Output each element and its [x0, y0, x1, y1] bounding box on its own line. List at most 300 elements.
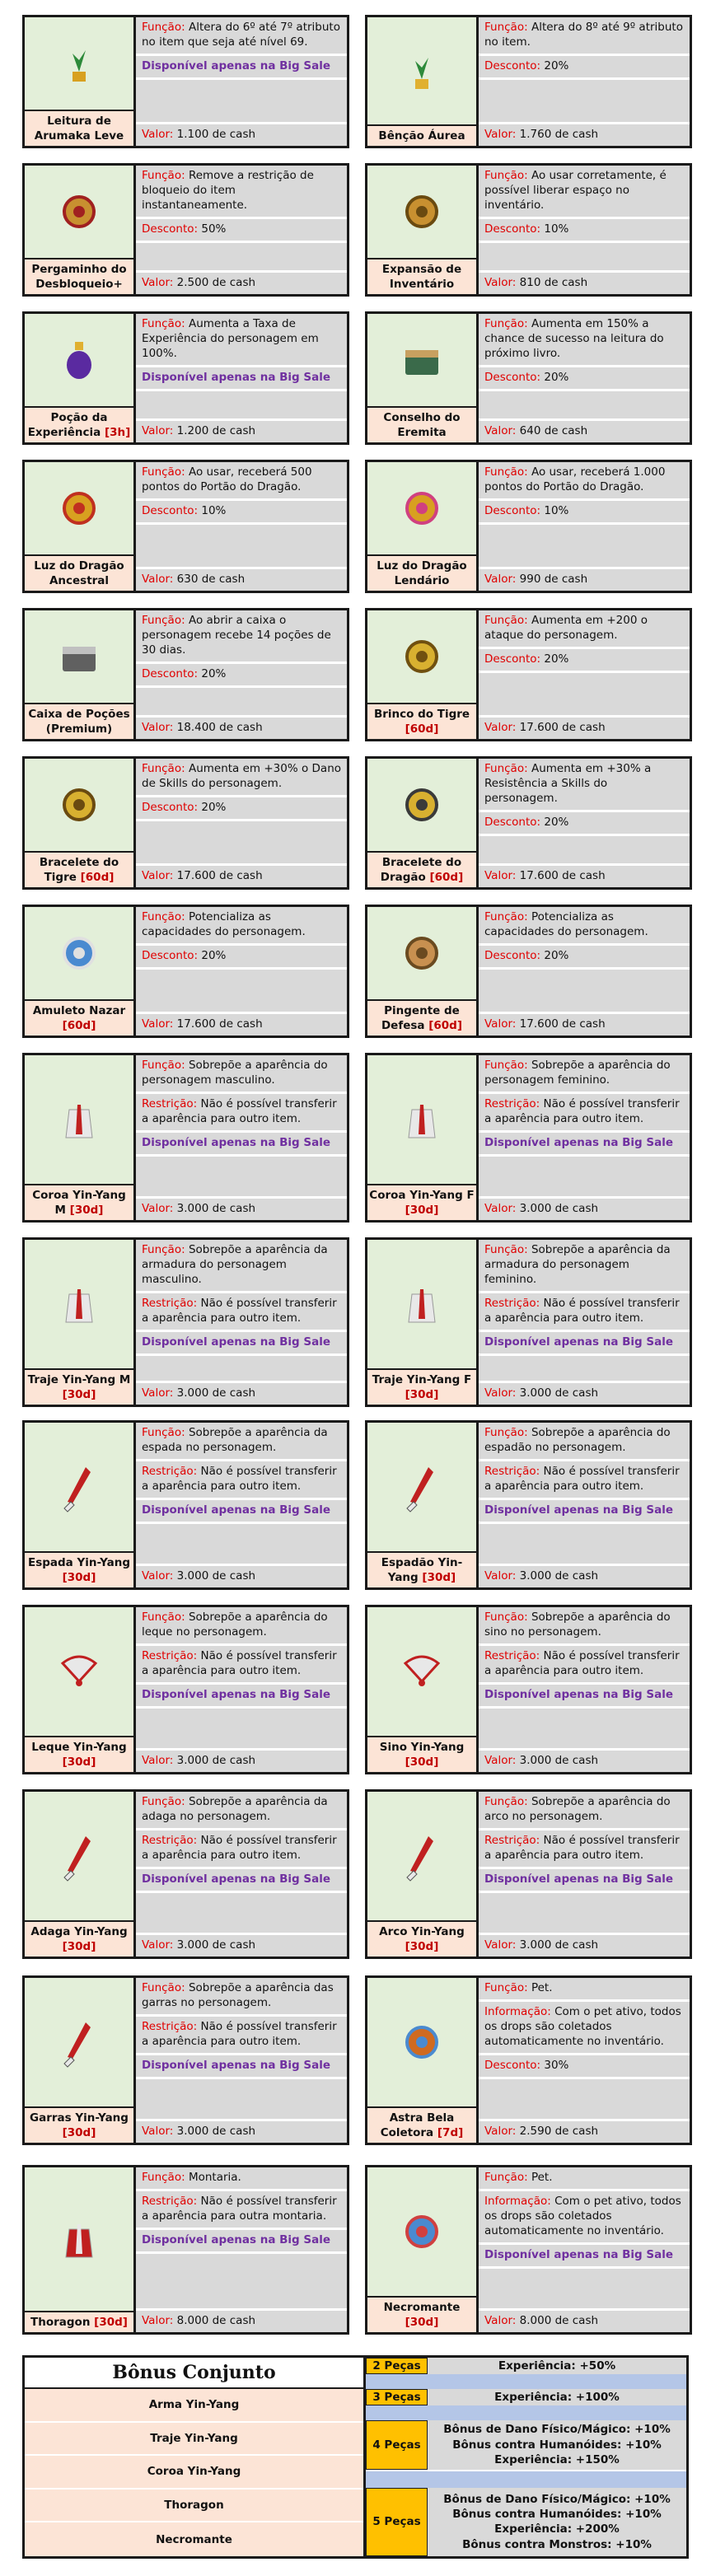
function-row	[136, 1240, 347, 1293]
item-name: Luz do Dragão Lendário	[377, 559, 467, 587]
item-details	[479, 1607, 690, 1772]
item-icon-box	[367, 1792, 476, 1922]
function-text: Ao abrir a caixa o personagem recebe 14 poções de 30 dias.	[142, 614, 331, 657]
tier-row	[366, 2358, 686, 2374]
function-label: Função:	[484, 1059, 528, 1072]
spacer-row	[479, 2269, 690, 2311]
value-row	[136, 1383, 347, 1405]
item-left	[367, 1423, 479, 1587]
value-row	[136, 2311, 347, 2332]
value-amount: 18.400 de cash	[176, 721, 263, 735]
earring-icon	[395, 630, 448, 683]
value-row	[136, 1566, 347, 1587]
big-sale-notice: Disponível apenas na Big Sale	[136, 2230, 347, 2254]
function-text: Ao usar corretamente, é possível liberar espaço no inventário.	[484, 169, 667, 212]
restriction-label: Restrição:	[142, 1648, 198, 1662]
value-row	[136, 1751, 347, 1772]
item-details	[136, 1792, 347, 1957]
restriction-row	[136, 1830, 347, 1869]
discount-row	[479, 812, 690, 836]
function-text: Aumenta em +200 o ataque do personagem.	[484, 614, 648, 642]
restriction-row	[479, 1094, 690, 1133]
item-name-box	[25, 1737, 133, 1772]
value-row	[479, 273, 690, 294]
item-left	[367, 1792, 479, 1957]
item-icon-box	[25, 907, 133, 1001]
function-text: Sobrepõe a aparência do sino no personagem.	[484, 1611, 671, 1639]
item-left	[367, 166, 479, 294]
item-name-box	[367, 259, 476, 294]
value-row	[479, 1566, 690, 1587]
item-name: Conselho do Eremita	[383, 410, 461, 439]
function-text: Aumenta em +30% a Resistência a Skills do personagem.	[484, 762, 652, 805]
discount-value: 20%	[544, 815, 569, 829]
function-row	[136, 314, 347, 367]
item-details	[136, 1607, 347, 1772]
big-sale-notice: Disponível apenas na Big Sale	[479, 1332, 690, 1356]
spacer-row	[479, 673, 690, 718]
function-label: Função:	[142, 614, 185, 627]
item-name-box	[367, 1737, 476, 1772]
item-card	[365, 1975, 692, 2145]
function-label: Função:	[142, 2171, 185, 2184]
set-bonus-table	[22, 2355, 689, 2559]
tier-desc	[428, 2488, 686, 2556]
function-label: Função:	[142, 1059, 185, 1072]
function-row	[479, 907, 690, 946]
item-duration: [30d]	[405, 1939, 439, 1953]
item-name: Bracelete do Tigre	[39, 855, 119, 884]
item-icon-box	[367, 462, 476, 556]
discount-row	[136, 664, 347, 688]
item-name-box	[25, 853, 133, 887]
crown-icon	[395, 1093, 448, 1146]
tier-row	[366, 2389, 686, 2405]
discount-row	[136, 219, 347, 243]
item-icon-box	[367, 610, 476, 704]
restriction-text: Não é possível transferir a aparência para outro item.	[484, 1648, 680, 1677]
spacer-row	[479, 391, 690, 421]
function-label: Função:	[142, 317, 185, 330]
value-label: Valor:	[142, 1386, 174, 1400]
big-sale-notice: Disponível apenas na Big Sale	[136, 56, 347, 80]
function-text: Sobrepõe a aparência da adaga no personagem.	[142, 1795, 328, 1823]
function-row	[479, 1240, 690, 1293]
spacer-row	[136, 1524, 347, 1566]
value-row	[479, 569, 690, 591]
function-text: Sobrepõe a aparência do personagem feminino.	[484, 1059, 671, 1087]
function-label: Função:	[484, 317, 528, 330]
discount-value: 50%	[201, 222, 227, 236]
value-label: Valor:	[484, 128, 517, 142]
value-amount: 2.500 de cash	[176, 276, 256, 290]
value-amount: 1.100 de cash	[176, 128, 256, 142]
item-icon-box	[367, 1607, 476, 1737]
item-name: Garras Yin-Yang	[30, 2111, 129, 2125]
pet-icon	[395, 2016, 448, 2069]
item-duration: [60d]	[62, 1018, 96, 1032]
spacer-row	[136, 1893, 347, 1935]
function-text: Sobrepõe a aparência do arco no personagem.	[484, 1795, 671, 1823]
item-duration: [3h]	[104, 425, 131, 439]
function-text: Sobrepõe a aparência do leque no personagem.	[142, 1611, 328, 1639]
restriction-label: Restrição:	[484, 1648, 540, 1662]
value-row	[479, 1751, 690, 1772]
value-label: Valor:	[142, 573, 174, 587]
restriction-row	[479, 1830, 690, 1869]
discount-label: Desconto:	[484, 58, 541, 72]
tier-row	[366, 2420, 686, 2471]
discount-row	[479, 367, 690, 391]
value-amount: 3.000 de cash	[519, 1386, 599, 1400]
discount-row	[479, 2055, 690, 2079]
set-name: Arma Yin-Yang	[25, 2389, 363, 2423]
spacer-row	[136, 1356, 347, 1383]
item-name: Leitura de Arumaka Leve	[34, 114, 124, 143]
value-label: Valor:	[142, 1202, 174, 1216]
pendant-icon	[395, 927, 448, 979]
discount-label: Desconto:	[484, 370, 541, 384]
function-text: Ao usar, receberá 500 pontos do Portão do Dragão.	[142, 465, 312, 493]
item-details	[479, 1055, 690, 1220]
scroll-icon	[53, 185, 105, 238]
item-card	[22, 756, 349, 890]
discount-value: 20%	[544, 948, 569, 962]
function-row	[136, 1607, 347, 1646]
function-text: Remove a restrição de bloqueio do item instantaneamente.	[142, 169, 314, 212]
item-name: Pingente de Defesa	[381, 1003, 460, 1032]
function-row	[479, 1792, 690, 1830]
big-sale-notice: Disponível apenas na Big Sale	[479, 2245, 690, 2269]
item-icon-box	[25, 1978, 133, 2108]
value-label: Valor:	[484, 1754, 517, 1768]
item-left	[25, 1240, 136, 1405]
key-ring-icon	[395, 185, 448, 238]
item-name-box	[25, 1370, 133, 1405]
value-amount: 3.000 de cash	[519, 1938, 599, 1952]
item-card	[365, 1420, 692, 1590]
big-sale-notice: Disponível apenas na Big Sale	[136, 1332, 347, 1356]
item-left	[25, 166, 136, 294]
item-duration: [60d]	[405, 722, 439, 736]
item-icon-box	[25, 17, 133, 111]
item-icon-box	[367, 907, 476, 1001]
set-bonus-tiers	[366, 2358, 686, 2556]
function-text: Aumenta a Taxa de Experiência do personagem em 100%.	[142, 317, 319, 360]
tier-separator	[366, 2471, 686, 2488]
restriction-text: Não é possível transferir a aparência para outro item.	[142, 1833, 337, 1862]
value-amount: 3.000 de cash	[519, 1754, 599, 1768]
bracelet-icon	[53, 778, 105, 831]
value-amount: 3.000 de cash	[176, 1202, 256, 1216]
function-row	[479, 166, 690, 219]
item-card	[22, 1053, 349, 1223]
value-label: Valor:	[142, 1569, 174, 1583]
item-left	[25, 2167, 136, 2332]
function-row	[136, 2167, 347, 2191]
item-details	[479, 166, 690, 294]
value-row	[479, 718, 690, 739]
function-text: Altera do 6º até 7º atributo no item que seja até nível 69.	[142, 21, 340, 49]
item-icon-box	[25, 1607, 133, 1737]
big-sale-notice: Disponível apenas na Big Sale	[136, 367, 347, 391]
function-text: Sobrepõe a aparência do espadão no personagem.	[484, 1426, 671, 1454]
item-icon-box	[25, 1055, 133, 1185]
item-name-box	[25, 556, 133, 591]
item-card	[365, 905, 692, 1038]
item-details	[136, 1240, 347, 1405]
item-name: Sino Yin-Yang	[379, 1740, 465, 1754]
value-amount: 3.000 de cash	[519, 1202, 599, 1216]
spacer-row	[136, 80, 347, 124]
item-name-box	[25, 1553, 133, 1587]
item-left	[367, 907, 479, 1036]
tier-line: Experiência: +50%	[498, 2359, 616, 2373]
item-duration: [60d]	[80, 870, 115, 884]
item-icon-box	[367, 759, 476, 853]
set-bonus-title: Bônus Conjunto	[25, 2358, 363, 2389]
value-row	[479, 1383, 690, 1405]
item-name-box	[367, 704, 476, 739]
item-card	[365, 15, 692, 148]
function-label: Função:	[484, 169, 528, 182]
restriction-row	[136, 1293, 347, 1332]
item-icon-box	[25, 1240, 133, 1370]
restriction-label: Restrição:	[142, 1833, 198, 1847]
value-amount: 810 de cash	[519, 276, 588, 290]
item-name-box	[25, 2312, 133, 2332]
sword-icon	[53, 1461, 105, 1513]
function-row	[136, 1978, 347, 2017]
dagger-icon	[53, 1830, 105, 1882]
item-name-box	[25, 704, 133, 739]
item-left	[367, 314, 479, 442]
treasure-chest-icon	[395, 334, 448, 386]
information-text: Com o pet ativo, todos os drops são coletados automaticamente no inventário.	[484, 2194, 681, 2237]
restriction-label: Restrição:	[484, 1096, 540, 1110]
item-name: Thoragon	[30, 2315, 91, 2329]
item-details	[479, 462, 690, 591]
tier-desc	[428, 2358, 686, 2374]
item-left	[367, 1978, 479, 2143]
item-name: Coroa Yin-Yang M	[32, 1188, 126, 1217]
function-label: Função:	[142, 169, 185, 182]
function-row	[136, 462, 347, 501]
value-row	[136, 273, 347, 294]
set-bonus-left	[25, 2358, 366, 2556]
function-row	[136, 907, 347, 946]
function-row	[479, 17, 690, 56]
item-icon-box	[367, 166, 476, 259]
item-icon-box	[25, 610, 133, 704]
item-details	[479, 314, 690, 442]
item-details	[136, 1423, 347, 1587]
item-name: Leque Yin-Yang	[31, 1740, 127, 1754]
function-text: Sobrepõe a aparência do personagem masculino.	[142, 1059, 328, 1087]
value-row	[479, 421, 690, 442]
item-card	[365, 460, 692, 593]
function-text: Altera do 8º até 9º atributo no item.	[484, 21, 683, 49]
item-card	[22, 1420, 349, 1590]
spacer-row	[136, 2079, 347, 2121]
value-row	[136, 1935, 347, 1957]
tier-name: 3 Peças	[366, 2389, 428, 2405]
item-name-box	[367, 408, 476, 442]
value-row	[479, 1014, 690, 1036]
restriction-row	[136, 2191, 347, 2230]
item-icon-box	[367, 2167, 476, 2298]
item-name-box	[25, 259, 133, 294]
item-left	[367, 759, 479, 887]
function-label: Função:	[484, 1426, 528, 1439]
function-label: Função:	[484, 614, 528, 627]
tier-line: Experiência: +100%	[494, 2391, 620, 2404]
item-details	[136, 166, 347, 294]
item-duration: [30d]	[62, 1570, 96, 1584]
value-row	[136, 1014, 347, 1036]
restriction-text: Não é possível transferir a aparência para outro item.	[484, 1296, 680, 1325]
spacer-row	[136, 243, 347, 273]
value-label: Valor:	[142, 869, 174, 883]
value-amount: 1.760 de cash	[519, 128, 599, 142]
value-amount: 8.000 de cash	[176, 2314, 256, 2328]
function-row	[136, 166, 347, 219]
value-amount: 3.000 de cash	[176, 1938, 256, 1952]
item-left	[25, 1423, 136, 1587]
dragon-medal-icon	[53, 482, 105, 535]
item-name-box	[367, 126, 476, 146]
item-left	[25, 1607, 136, 1772]
cactus-plant-icon	[53, 37, 105, 90]
item-name-box	[25, 1001, 133, 1036]
tier-line: Bônus de Dano Físico/Mágico: +10%	[443, 2423, 671, 2437]
restriction-row	[136, 2017, 347, 2055]
tier-desc	[428, 2420, 686, 2470]
big-sale-notice: Disponível apenas na Big Sale	[136, 1500, 347, 1524]
restriction-row	[136, 1094, 347, 1133]
discount-value: 20%	[544, 370, 569, 384]
spacer-row	[479, 80, 690, 124]
function-label: Função:	[142, 1981, 185, 1994]
item-card	[22, 460, 349, 593]
value-label: Valor:	[142, 2314, 174, 2328]
value-label: Valor:	[484, 2125, 517, 2139]
tier-line: Bônus contra Monstros: +10%	[462, 2537, 652, 2551]
restriction-row	[479, 1293, 690, 1332]
value-amount: 2.590 de cash	[519, 2125, 599, 2139]
item-details	[479, 759, 690, 887]
value-row	[136, 2121, 347, 2143]
tier-name: 2 Peças	[366, 2358, 428, 2374]
big-sale-notice: Disponível apenas na Big Sale	[136, 2055, 347, 2079]
restriction-label: Restrição:	[142, 1096, 198, 1110]
discount-value: 20%	[201, 948, 227, 962]
function-label: Função:	[142, 762, 185, 775]
item-name: Espada Yin-Yang	[27, 1555, 131, 1569]
discount-row	[136, 501, 347, 525]
item-left	[25, 759, 136, 887]
crown-icon	[53, 1093, 105, 1146]
discount-row	[136, 797, 347, 821]
item-card	[22, 2165, 349, 2335]
item-icon-box	[367, 1978, 476, 2108]
item-name-box	[25, 111, 133, 146]
discount-row	[479, 56, 690, 80]
tier-name: 5 Peças	[366, 2488, 428, 2556]
item-name: Bracelete do Dragão	[380, 855, 462, 884]
item-card	[365, 2165, 692, 2335]
function-label: Função:	[484, 1611, 528, 1624]
item-card	[22, 1975, 349, 2145]
dragon-bracelet-icon	[395, 778, 448, 831]
restriction-text: Não é possível transferir a aparência para outro item.	[484, 1464, 680, 1493]
item-name-box	[367, 1370, 476, 1405]
item-name-box	[367, 853, 476, 887]
big-sale-notice: Disponível apenas na Big Sale	[479, 1685, 690, 1709]
item-name: Poção da Experiência	[27, 410, 108, 439]
function-row	[136, 17, 347, 56]
value-label: Valor:	[142, 2125, 174, 2139]
big-sale-notice: Disponível apenas na Big Sale	[479, 1500, 690, 1524]
restriction-label: Restrição:	[484, 1464, 540, 1478]
potion-box-icon	[53, 630, 105, 683]
bow-icon	[395, 1830, 448, 1882]
spacer-row	[479, 970, 690, 1014]
value-amount: 1.200 de cash	[176, 424, 256, 438]
restriction-label: Restrição:	[484, 1296, 540, 1310]
value-amount: 8.000 de cash	[519, 2314, 599, 2328]
value-amount: 3.000 de cash	[519, 1569, 599, 1583]
item-name: Bênção Áurea	[378, 129, 465, 143]
tier-desc	[428, 2389, 686, 2405]
item-card	[365, 163, 692, 297]
function-row	[479, 759, 690, 812]
value-label: Valor:	[484, 869, 517, 883]
value-row	[136, 569, 347, 591]
bell-icon	[395, 1645, 448, 1698]
spacer-row	[136, 1709, 347, 1751]
big-sale-notice: Disponível apenas na Big Sale	[136, 1133, 347, 1157]
spacer-row	[136, 391, 347, 421]
item-icon-box	[25, 1792, 133, 1922]
item-name-box	[367, 2108, 476, 2143]
value-amount: 17.600 de cash	[519, 1017, 606, 1031]
restriction-text: Não é possível transferir a aparência para outro item.	[484, 1096, 680, 1125]
item-details	[136, 610, 347, 739]
item-card	[22, 163, 349, 297]
value-amount: 630 de cash	[176, 573, 246, 587]
item-name-box	[25, 1922, 133, 1957]
item-name: Amuleto Nazar	[32, 1003, 126, 1017]
item-left	[25, 17, 136, 146]
big-sale-notice: Disponível apenas na Big Sale	[136, 1685, 347, 1709]
restriction-text: Não é possível transferir a aparência para outro item.	[484, 1833, 680, 1862]
greatsword-icon	[395, 1461, 448, 1513]
spacer-row	[479, 1157, 690, 1199]
function-label: Função:	[484, 910, 528, 923]
item-name-box	[367, 1553, 476, 1587]
armor-icon	[53, 1278, 105, 1330]
item-duration: [30d]	[62, 1387, 96, 1401]
item-duration: [30d]	[69, 1203, 104, 1217]
item-duration: [30d]	[62, 2125, 96, 2139]
item-details	[136, 17, 347, 146]
spacer-row	[479, 525, 690, 569]
value-label: Valor:	[142, 1938, 174, 1952]
discount-row	[479, 649, 690, 673]
spacer-row	[136, 1157, 347, 1199]
value-label: Valor:	[142, 1017, 174, 1031]
